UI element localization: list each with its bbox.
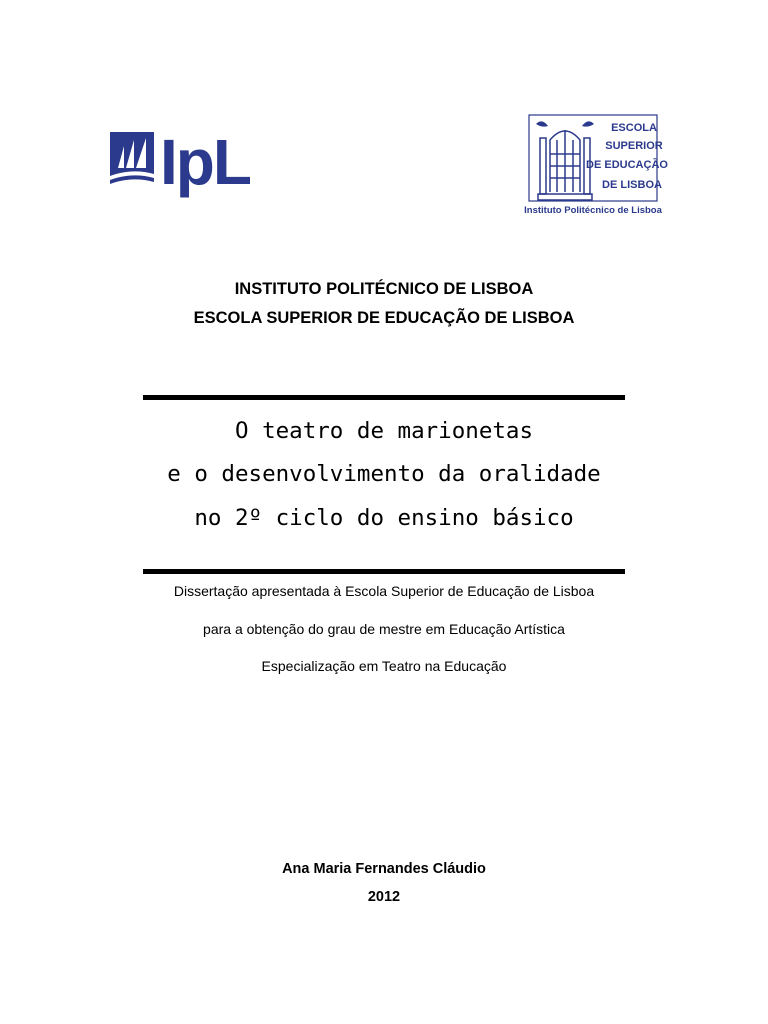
- ipl-logo-text: IpL: [160, 126, 250, 198]
- institution-name: INSTITUTO POLITÉCNICO DE LISBOA: [234, 280, 534, 298]
- dissertation-statement: Dissertação apresentada à Escola Superior de Educação de Lisboa: [173, 583, 595, 599]
- ese-logo-line-1: ESCOLA: [611, 122, 657, 134]
- ese-logo-line-2: SUPERIOR: [605, 140, 663, 152]
- publication-year: 2012: [367, 889, 401, 905]
- title-line-3: no 2º ciclo do ensino básico: [194, 505, 574, 531]
- school-name: ESCOLA SUPERIOR DE EDUCAÇÃO DE LISBOA: [193, 309, 575, 327]
- degree-statement: para a obtenção do grau de mestre em Educação Artística: [203, 621, 565, 637]
- title-line-2: e o desenvolvimento da oralidade: [167, 461, 601, 487]
- specialization-statement: Especialização em Teatro na Educação: [261, 658, 507, 674]
- ipl-logo: [110, 128, 270, 200]
- ese-lisboa-logo: [524, 114, 668, 216]
- ese-logo-line-3: DE EDUCAÇÃO: [586, 159, 668, 171]
- title-bottom-rule: [143, 569, 625, 574]
- author-name: Ana Maria Fernandes Cláudio: [282, 861, 486, 877]
- ese-logo-footer: Instituto Politécnico de Lisboa: [524, 205, 662, 216]
- ese-logo-line-4: DE LISBOA: [602, 179, 662, 191]
- title-line-1: O teatro de marionetas: [234, 418, 533, 444]
- title-top-rule: [143, 395, 625, 400]
